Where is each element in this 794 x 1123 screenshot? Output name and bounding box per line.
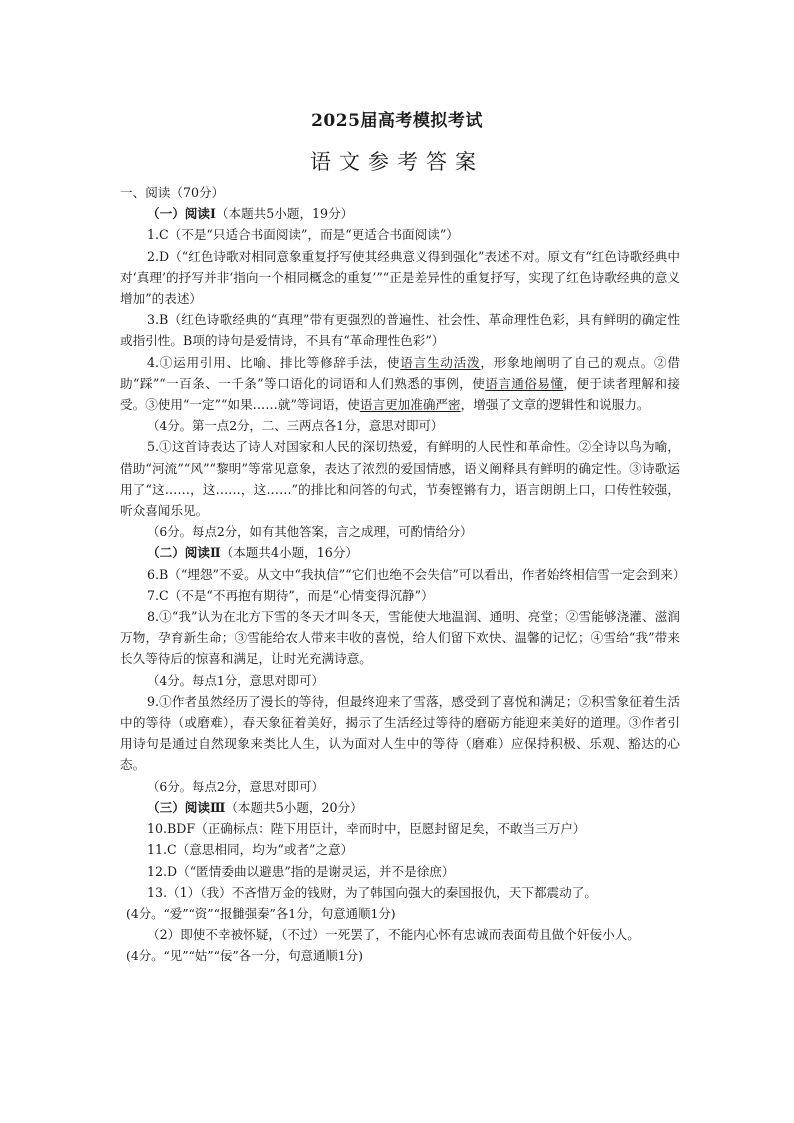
part-heading-3: [120, 797, 680, 818]
document-subtitle: 语文参考答案: [310, 150, 484, 174]
part-heading-2: [120, 542, 680, 563]
answer-q4-text: ，形象地阐明了自己的观点。②借助“踩”“一百条、一千条”等口语化的词语和人们熟悉的事例，使: [120, 354, 680, 391]
answer-q5: 5.①这首诗表达了诗人对国家和人民的深切热爱，有鲜明的人民性和革命性。②全诗以鸟为喻，借助“河流”“风”“黎明”等常见意象，表达了浓烈的爱国情感，语义阐释具有鲜明的确定性。③诗歌运用了“这……，这……，这……”的排比和问答的句式，节奏铿锵有力，语言朗朗上口，口传性较强，听众喜闻乐见。: [120, 439, 680, 519]
scoring-note-q9: （6分。每点2分，意思对即可）: [147, 778, 324, 794]
part-meta: （本题共5小题，19分）: [215, 206, 354, 222]
answer-body: [120, 182, 686, 967]
answer-q4-underline-1: 语言生动活泼: [400, 354, 481, 370]
part-title: （三）阅读Ⅲ: [147, 799, 226, 815]
part-meta: （本题共4小题，16分）: [220, 545, 358, 561]
answer-q8: 8.①“我”认为在北方下雪的冬天才叫冬天，雪能使大地温润、通明、亮堂；②雪能够浇灌、滋润万物，孕育新生命；③雪能给农人带来丰收的喜悦，给人们留下欢快、温馨的记忆；④雪给“我”带来长久等待后的惊喜和满足，让时光充满诗意。: [120, 609, 680, 667]
answer-q4-text: 4.①运用引用、比喻、排比等修辞手法，使: [147, 354, 401, 370]
answer-q1: 1.C（不是“只适合书面阅读”，而是“更适合书面阅读”）: [147, 227, 459, 243]
answer-q9: 9.①作者虽然经历了漫长的等待，但最终迎来了雪落，感受到了喜悦和满足；②积雪象征着生活中的等待（或磨难），春天象征着美好，揭示了生活经过等待的磨砺方能迎来美好的道理。③作者引用诗句是通过自然现象来类比人生，认为面对人生中的等待（磨难）应保持积极、乐观、豁达的心态。: [120, 693, 680, 773]
answer-q13-2: （2）即使不幸被怀疑，（不过）一死罢了，不能内心怀有忠诚而表面苟且做个奸佞小人。: [147, 927, 640, 943]
scoring-note-q13-2: (4分。“见”“姑”“佞”各一分，句意通顺1分): [126, 948, 363, 964]
answer-q7: 7.C（不是“不再抱有期待”，而是“心情变得沉静”）: [147, 587, 434, 603]
answer-q12: 12.D（“匿情委曲以避患”指的是谢灵运，并不是徐庶）: [147, 863, 455, 879]
answer-q4-underline-3: 语言更加准确严密: [359, 397, 461, 413]
scoring-note-q5: （6分。每点2分，如有其他答案，言之成理，可酌情给分）: [147, 524, 473, 540]
answer-q4-text: ，增强了文章的逻辑性和说服力。: [460, 397, 650, 413]
answer-q4-text: ，便于读者理解和接受。③使用“一定”“如果……就”等词语，使: [120, 375, 681, 413]
answer-q11: 11.C（意思相同，均为“或者”之意）: [147, 842, 354, 858]
answer-q4-underline-2: 语言通俗易懂: [485, 375, 564, 391]
scoring-note-q13-1: (4分。“爱”“资”“报雠强秦”各1分，句意通顺1分): [126, 905, 396, 921]
answer-q2: 2.D（“红色诗歌对相同意象重复抒写使其经典意义得到强化”表述不对。原文有“红色诗歌经典中对‘真理’的抒写并非‘指向一个相同概念的重复’”“正是差异性的重复抒写，实现了红色诗歌经典的意义增加”的表述）: [120, 248, 680, 307]
scoring-note-q4: （4分。第一点2分，二、三两点各1分，意思对即可）: [147, 418, 444, 434]
part-title: （二）阅读Ⅱ: [147, 545, 221, 561]
part-heading-1: [120, 203, 680, 224]
answer-q6: 6.B（“埋怨”不妥。从文中“我执信”“它们也绝不会失信”可以看出，作者始终相信雪一定会到来）: [147, 566, 686, 582]
answer-q3: 3.B（红色诗歌经典的“真理”带有更强烈的普遍性、社会性、革命理性色彩，具有鲜明的确定性或指引性。B项的诗句是爱情诗，不具有“革命理性色彩”）: [120, 312, 680, 349]
scoring-note-q8: （4分。每点1分，意思对即可）: [147, 672, 324, 688]
exam-title: 2025届高考模拟考试: [311, 111, 483, 131]
part-title: （一）阅读Ⅰ: [147, 206, 216, 222]
answer-q4: [120, 352, 680, 416]
answer-q13-1: 13.（1）（我）不吝惜万金的钱财，为了韩国向强大的秦国报仇，天下都震动了。: [147, 884, 597, 900]
section-heading: 一、阅读（70分）: [120, 185, 225, 200]
part-meta: （本题共5小题，20分）: [225, 799, 363, 815]
answer-q10: 10.BDF（正确标点：陛下用臣计，幸而时中，臣愿封留足矣，不敢当三万户）: [147, 821, 586, 837]
